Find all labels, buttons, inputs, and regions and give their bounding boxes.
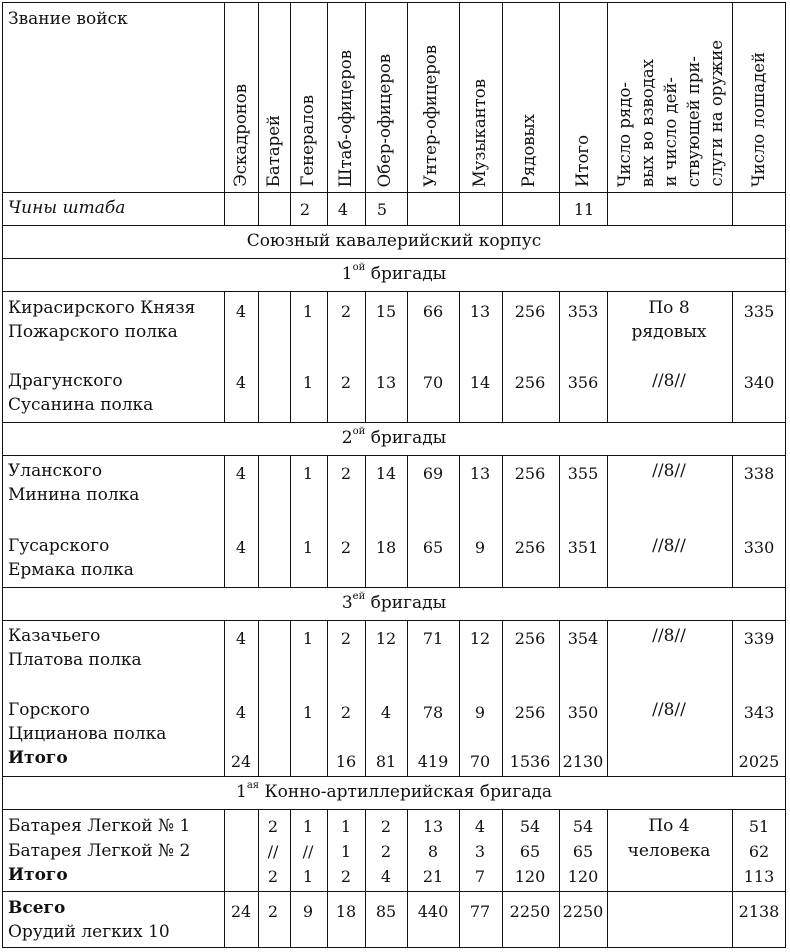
regiment-name: Уланского [8, 461, 103, 481]
cell-chief-officers: 13 [375, 373, 397, 392]
cell-batteries: 2 [267, 902, 279, 921]
col-rule [407, 455, 408, 587]
cell-generals: // [302, 842, 314, 861]
cell-platoon: //8// [652, 626, 686, 646]
rule-header-bottom [2, 192, 786, 193]
col-rule [365, 291, 366, 422]
brigade-1-title: $1^{ой}$ бригады [341, 262, 447, 284]
cell-squadrons: 4 [235, 629, 247, 648]
staff-chief-officers: 5 [376, 200, 388, 219]
cell-chief-officers: 4 [380, 867, 392, 886]
troop-table [2, 2, 786, 948]
cell-horses: 2138 [738, 902, 780, 921]
brigade-3-title: $3^{ей}$ бригады [341, 591, 447, 613]
col-rule [327, 620, 328, 776]
staff-label: Чины штаба [8, 198, 126, 218]
cell-privates: 65 [519, 842, 541, 861]
cell-total: 2130 [562, 752, 604, 771]
cell-squadrons: 4 [235, 373, 247, 392]
cell-musicians: 70 [469, 752, 491, 771]
cell-staff-officers: 18 [335, 902, 357, 921]
rule-left [2, 2, 3, 948]
col-rule [258, 809, 259, 948]
rule-staff-bottom [2, 225, 786, 226]
cell-chief-officers: 12 [375, 629, 397, 648]
col-rule [365, 809, 366, 948]
staff-total: 11 [573, 200, 595, 219]
col-rule [502, 291, 503, 422]
cell-privates: 256 [514, 464, 546, 483]
cell-total: 2250 [562, 902, 604, 921]
cell-staff-officers: 2 [340, 703, 352, 722]
col-rule [459, 809, 460, 948]
col-rule [224, 809, 225, 948]
cell-horses: 343 [743, 703, 775, 722]
col-header-platoon-line: ствующей при- [684, 55, 703, 187]
regiment-name: Ермака полка [8, 560, 134, 580]
rule-corps-bottom [2, 258, 786, 259]
col-rule [327, 809, 328, 948]
rule-artillery-top [2, 776, 786, 777]
cell-generals: 1 [302, 302, 314, 321]
col-rule [365, 2, 366, 225]
cell-privates: 120 [514, 867, 546, 886]
cell-musicians: 9 [474, 538, 486, 557]
regiment-name: Цицианова полка [8, 724, 167, 744]
col-rule [559, 2, 560, 225]
cell-platoon: //8// [652, 461, 686, 481]
cell-chief-officers: 2 [380, 842, 392, 861]
col-rule [258, 620, 259, 776]
rule-artillery-bottom [2, 809, 786, 810]
col-rule [327, 2, 328, 225]
cell-privates: 54 [519, 817, 541, 836]
col-rule [224, 2, 225, 225]
cell-nco: 70 [422, 373, 444, 392]
cell-staff-officers: 2 [340, 867, 352, 886]
cell-squadrons: 24 [230, 902, 252, 921]
artillery-title: $1^{ая}$ Конно-артиллерийская бригада [235, 780, 553, 802]
col-header-privates: Рядовых [519, 113, 538, 187]
rule-brigade3-bottom [2, 620, 786, 621]
cell-staff-officers: 2 [340, 373, 352, 392]
cell-squadrons: 4 [235, 464, 247, 483]
regiment-name: Платова полка [8, 650, 142, 670]
cell-total: 356 [567, 373, 599, 392]
rank-header: Звание войск [8, 9, 128, 29]
cell-squadrons: 4 [235, 538, 247, 557]
cell-nco: 8 [427, 842, 439, 861]
cell-nco: 71 [422, 629, 444, 648]
col-rule [290, 620, 291, 776]
cell-privates: 256 [514, 538, 546, 557]
rule-brigade2-top [2, 422, 786, 423]
cell-squadrons: 4 [235, 703, 247, 722]
col-rule [407, 2, 408, 225]
cell-horses: 62 [748, 842, 770, 861]
cell-crew: По 4 [648, 816, 690, 836]
staff-generals: 2 [299, 200, 311, 219]
cell-nco: 440 [417, 902, 449, 921]
cell-total: 353 [567, 302, 599, 321]
cell-chief-officers: 18 [375, 538, 397, 557]
cell-generals: 1 [302, 629, 314, 648]
cell-musicians: 13 [469, 302, 491, 321]
col-header-batteries: Батарей [264, 114, 283, 187]
cell-musicians: 9 [474, 703, 486, 722]
cell-chief-officers: 81 [375, 752, 397, 771]
cell-nco: 13 [422, 817, 444, 836]
cell-generals: 9 [302, 902, 314, 921]
regiment-name: Горского [8, 700, 90, 720]
cell-nco: 65 [422, 538, 444, 557]
cell-horses: 330 [743, 538, 775, 557]
col-rule [732, 620, 733, 776]
cell-musicians: 12 [469, 629, 491, 648]
cell-total: 355 [567, 464, 599, 483]
cell-privates: 2250 [509, 902, 551, 921]
col-rule [327, 455, 328, 587]
cell-platoon: рядовых [631, 322, 707, 342]
cell-staff-officers: 2 [340, 629, 352, 648]
col-rule [607, 291, 608, 422]
brigade-2-title: $2^{ой}$ бригады [341, 426, 447, 448]
cell-staff-officers: 1 [340, 842, 352, 861]
col-header-platoon-line: Число рядо- [615, 81, 634, 187]
col-rule [607, 809, 608, 948]
cell-musicians: 4 [474, 817, 486, 836]
col-rule [607, 620, 608, 776]
col-rule [559, 620, 560, 776]
cell-nco: 78 [422, 703, 444, 722]
cell-staff-officers: 2 [340, 464, 352, 483]
cell-privates: 256 [514, 373, 546, 392]
col-rule [224, 620, 225, 776]
col-rule [407, 620, 408, 776]
col-rule [459, 2, 460, 225]
cell-platoon: //8// [652, 371, 686, 391]
cell-privates: 256 [514, 703, 546, 722]
col-rule [459, 291, 460, 422]
cell-chief-officers: 85 [375, 902, 397, 921]
cell-batteries: // [267, 842, 279, 861]
cell-crew: человека [627, 841, 711, 861]
rule-brigade1-bottom [2, 291, 786, 292]
cell-privates: 256 [514, 629, 546, 648]
cell-squadrons: 24 [230, 752, 252, 771]
rule-right [785, 2, 786, 948]
grand-total-label: Всего [8, 898, 66, 918]
battery-name: Батарея Легкой № 2 [8, 841, 191, 861]
cell-total: 354 [567, 629, 599, 648]
cell-total: 54 [572, 817, 594, 836]
cell-total: 350 [567, 703, 599, 722]
regiment-name: Гусарского [8, 536, 110, 556]
col-rule [365, 620, 366, 776]
rule-brigade3-top [2, 587, 786, 588]
col-header-platoon-line: слуги на оружие [707, 40, 726, 187]
cell-horses: 338 [743, 464, 775, 483]
cell-chief-officers: 15 [375, 302, 397, 321]
cell-nco: 69 [422, 464, 444, 483]
cell-generals: 1 [302, 867, 314, 886]
cell-privates: 1536 [509, 752, 551, 771]
col-rule [327, 291, 328, 422]
cell-staff-officers: 16 [335, 752, 357, 771]
col-header-total: Итого [573, 134, 592, 187]
cell-privates: 256 [514, 302, 546, 321]
regiment-name: Казачьего [8, 626, 101, 646]
col-header-generals: Генералов [298, 95, 317, 187]
cav-total-label: Итого [8, 748, 68, 768]
col-rule [502, 455, 503, 587]
col-rule [407, 809, 408, 948]
corps-title: Союзный кавалерийский корпус [246, 231, 542, 251]
col-rule [732, 2, 733, 225]
col-rule [459, 455, 460, 587]
regiment-name: Сусанина полка [8, 395, 154, 415]
cell-generals: 1 [302, 538, 314, 557]
cell-platoon: По 8 [648, 298, 690, 318]
col-rule [224, 291, 225, 422]
col-rule [459, 620, 460, 776]
cell-musicians: 7 [474, 867, 486, 886]
cell-total: 351 [567, 538, 599, 557]
col-rule [607, 2, 608, 225]
cell-horses: 340 [743, 373, 775, 392]
cell-musicians: 77 [469, 902, 491, 921]
cell-batteries: 2 [267, 817, 279, 836]
cell-nco: 419 [417, 752, 449, 771]
rule-top [2, 2, 786, 3]
cell-staff-officers: 2 [340, 302, 352, 321]
cell-chief-officers: 4 [380, 703, 392, 722]
col-header-platoon-line: вых во взводах [638, 58, 657, 187]
cell-generals: 1 [302, 373, 314, 392]
regiment-name: Драгунского [8, 371, 123, 391]
col-rule [732, 455, 733, 587]
cell-batteries: 2 [267, 867, 279, 886]
cell-musicians: 14 [469, 373, 491, 392]
cell-staff-officers: 2 [340, 538, 352, 557]
col-rule [224, 455, 225, 587]
cell-generals: 1 [302, 703, 314, 722]
cell-chief-officers: 2 [380, 817, 392, 836]
col-rule [732, 809, 733, 948]
rule-brigade2-bottom [2, 455, 786, 456]
col-header-platoon-line: и число дей- [661, 77, 680, 187]
cell-chief-officers: 14 [375, 464, 397, 483]
cell-nco: 21 [422, 867, 444, 886]
col-rule [502, 809, 503, 948]
col-header-chief-officers: Обер-офицеров [375, 53, 394, 187]
cell-total: 120 [567, 867, 599, 886]
col-rule [502, 620, 503, 776]
col-rule [258, 2, 259, 225]
cell-total: 65 [572, 842, 594, 861]
cell-horses: 335 [743, 302, 775, 321]
col-rule [559, 455, 560, 587]
col-rule [258, 455, 259, 587]
col-rule [607, 455, 608, 587]
cell-generals: 1 [302, 817, 314, 836]
col-rule [732, 291, 733, 422]
col-rule [365, 455, 366, 587]
rule-bottom [2, 947, 786, 948]
cell-musicians: 13 [469, 464, 491, 483]
col-rule [502, 2, 503, 225]
rule-grand-top [2, 891, 786, 892]
cell-horses: 51 [748, 817, 770, 836]
col-rule [559, 291, 560, 422]
col-rule [290, 2, 291, 225]
regiment-name: Минина полка [8, 485, 140, 505]
col-rule [258, 291, 259, 422]
col-header-musicians: Музыкантов [470, 78, 489, 187]
cell-platoon: //8// [652, 536, 686, 556]
col-header-staff-officers: Штаб-офицеров [336, 49, 355, 187]
cell-staff-officers: 1 [340, 817, 352, 836]
regiment-name: Кирасирского Князя [8, 298, 196, 318]
cell-platoon: //8// [652, 700, 686, 720]
cell-nco: 66 [422, 302, 444, 321]
col-rule [290, 291, 291, 422]
cell-generals: 1 [302, 464, 314, 483]
col-header-horses: Число лошадей [749, 51, 768, 187]
col-rule [407, 291, 408, 422]
battery-name: Батарея Легкой № 1 [8, 816, 191, 836]
cell-horses: 113 [743, 867, 775, 886]
staff-staff-officers: 4 [337, 200, 349, 219]
guns-count: Орудий легких 10 [8, 922, 170, 942]
col-rule [290, 809, 291, 948]
col-rule [290, 455, 291, 587]
cell-horses: 2025 [738, 752, 780, 771]
cell-horses: 339 [743, 629, 775, 648]
regiment-name: Пожарского полка [8, 322, 178, 342]
artillery-total-label: Итого [8, 865, 68, 885]
col-rule [559, 809, 560, 948]
cell-musicians: 3 [474, 842, 486, 861]
col-header-squadrons: Эскадронов [231, 84, 250, 187]
col-header-nco: Унтер-офицеров [421, 45, 440, 187]
cell-squadrons: 4 [235, 302, 247, 321]
